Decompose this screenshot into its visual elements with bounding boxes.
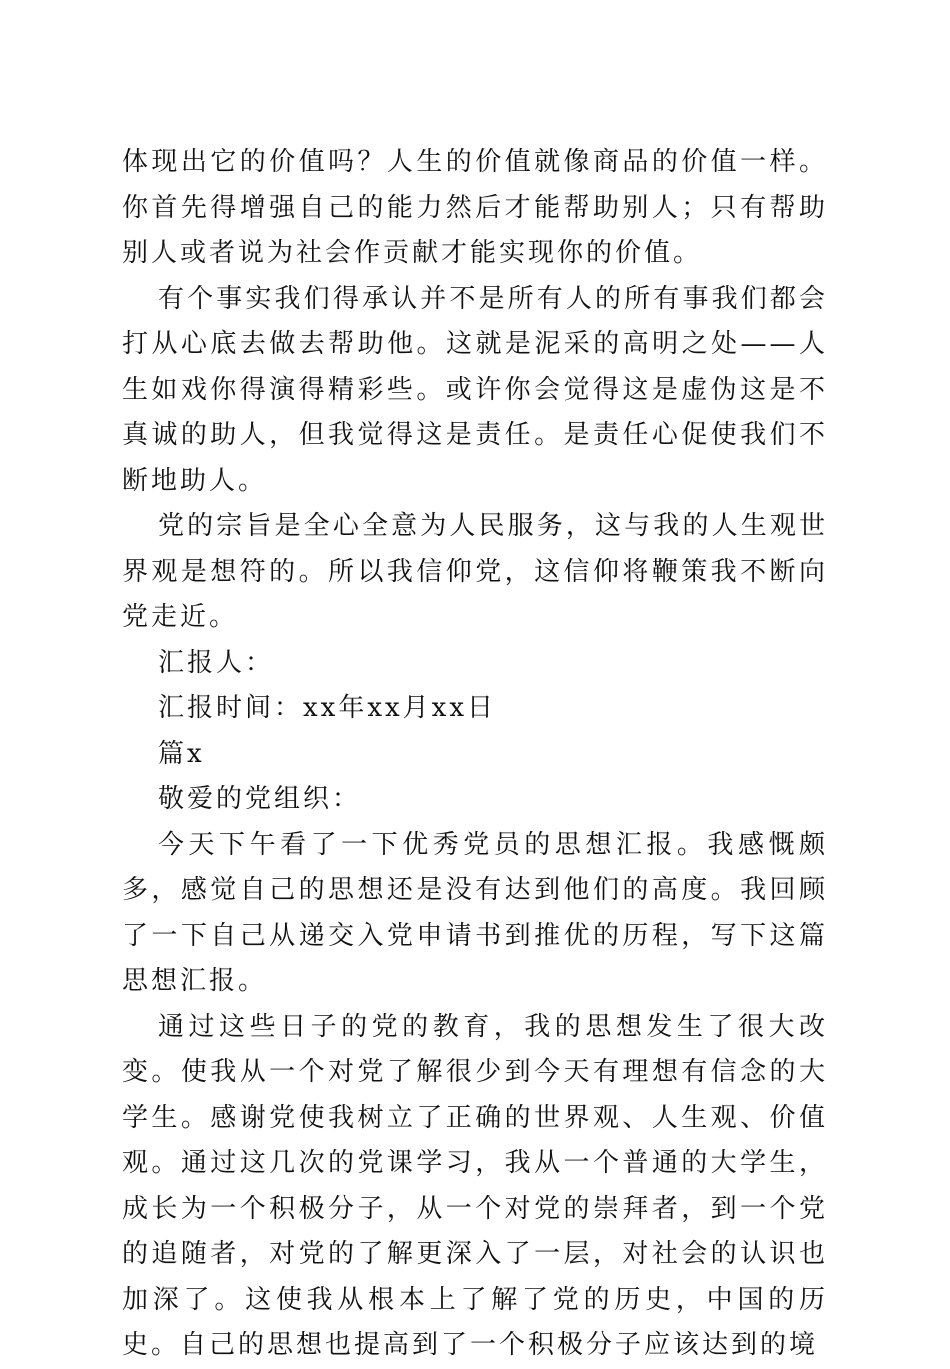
paragraph-reflection: 今天下午看了一下优秀党员的思想汇报。我感慨颇多，感觉自己的思想还是没有达到他们的高度。我回顾了一下自己从递交入党申请书到推优的历程，写下这篇思想汇报。 [122, 829, 828, 996]
paragraph-value-of-life: 体现出它的价值吗？人生的价值就像商品的价值一样。你首先得增强自己的能力然后才能帮助别人；只有帮助别人或者说为社会作贡献才能实现你的价值。 [122, 147, 828, 268]
document-body [122, 140, 828, 1369]
reporter-line: 汇报人： [158, 647, 275, 678]
paragraph-party-education: 通过这些日子的党的教育，我的思想发生了很大改变。使我从一个对党了解很少到今天有理想有信念的大学生。感谢党使我树立了正确的世界观、人生观、价值观。通过这几次的党课学习，我从一个普通的大学生，成长为一个积极分子，从一个对党的崇拜者，到一个党的追随者，对党的了解更深入了一层，对社会的认识也加深了。这使我从根本上了解了党的历史，中国的历史。自己的思想也提高到了一个积极分子应该达到的境 [122, 1011, 828, 1360]
report-date-line: 汇报时间：xx年xx月xx日 [158, 693, 496, 723]
section-heading: 篇x [158, 738, 205, 769]
paragraph-responsibility: 有个事实我们得承认并不是所有人的所有事我们都会打从心底去做去帮助他。这就是泥采的高明之处——人生如戏你得演得精彩些。或许你会觉得这是虚伪这是不真诚的助人，但我觉得这是责任。是责任心促使我们不断地助人。 [122, 283, 828, 496]
salutation: 敬爱的党组织： [158, 784, 362, 814]
paragraph-party-purpose: 党的宗旨是全心全意为人民服务，这与我的人生观世界观是想符的。所以我信仰党，这信仰将鞭策我不断向党走近。 [122, 511, 828, 632]
